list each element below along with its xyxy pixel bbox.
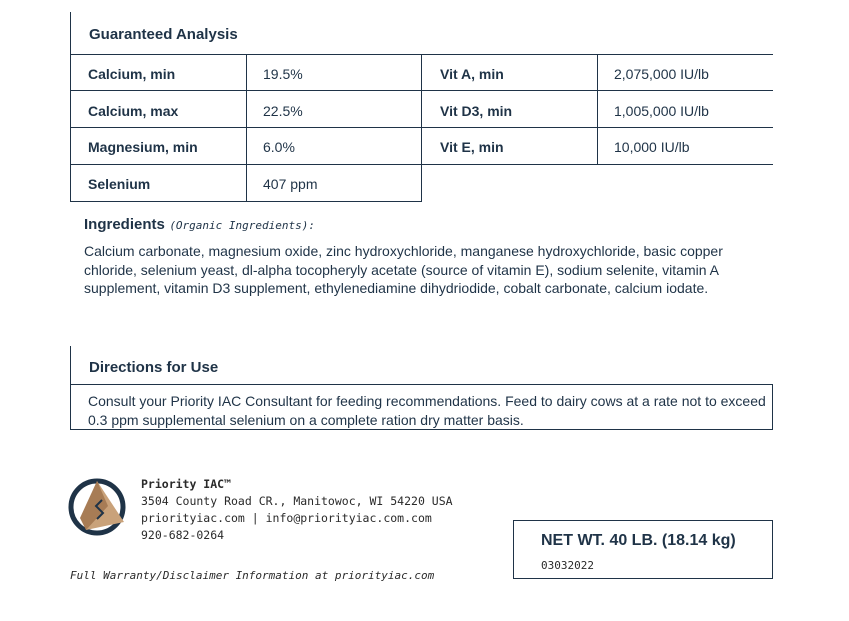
analysis-value: 2,075,000 IU/lb [614,66,709,82]
section-left-border [70,346,71,429]
table-line [70,429,773,430]
analysis-label: Vit D3, min [440,103,513,119]
company-name: Priority IAC™ [141,477,232,491]
analysis-label: Vit A, min [440,66,504,82]
table-line [70,201,422,202]
section-left-border [70,12,71,54]
analysis-label: Selenium [88,176,151,192]
guaranteed-analysis-title: Guaranteed Analysis [89,26,238,43]
lot-code: 03032022 [541,559,594,572]
analysis-value: 6.0% [263,139,295,155]
table-line [421,54,422,201]
analysis-value: 407 ppm [263,176,318,192]
analysis-value: 19.5% [263,66,303,82]
directions-text: Consult your Priority IAC Consultant for feeding recommendations. Feed to dairy cows at a rate not to exceed 0.3 ppm supplemental selenium on a complete ration dry matter basis. [88,393,766,428]
priority-iac-logo-icon [68,478,126,536]
company-address: 3504 County Road CR., Manitowoc, WI 54220 USA [141,494,453,508]
analysis-value: 22.5% [263,103,303,119]
net-weight-box [513,520,773,579]
directions-title: Directions for Use [89,359,219,376]
analysis-label: Calcium, min [88,66,176,82]
table-line [246,54,247,201]
analysis-label: Vit E, min [440,139,504,155]
ingredients-subtitle: (Organic Ingredients): [169,219,316,232]
table-line [70,54,71,201]
company-web-email: priorityiac.com | info@priorityiac.com.com [141,511,432,525]
company-phone: 920-682-0264 [141,528,225,542]
table-line [772,384,773,429]
ingredients-title: Ingredients [84,216,165,233]
analysis-value: 10,000 IU/lb [614,139,690,155]
analysis-value: 1,005,000 IU/lb [614,103,709,119]
warranty-note: Full Warranty/Disclaimer Information at priorityiac.com [70,569,435,582]
table-line [597,54,598,164]
ingredients-text: Calcium carbonate, magnesium oxide, zinc hydroxychloride, manganese hydroxychloride, basic copper chloride, selenium yeast, dl-alpha tocopheryly acetate (source of vitamin E), sodium selenite, vitamin A supplement, vitamin D3 supplement, ethylenediamine dihydriodide, cobalt carbonate, calcium iodate. [84,243,723,296]
net-weight-label: NET WT. 40 LB. (18.14 kg) [541,532,736,549]
analysis-label: Magnesium, min [88,139,198,155]
analysis-label: Calcium, max [88,103,179,119]
table-line [70,384,773,385]
